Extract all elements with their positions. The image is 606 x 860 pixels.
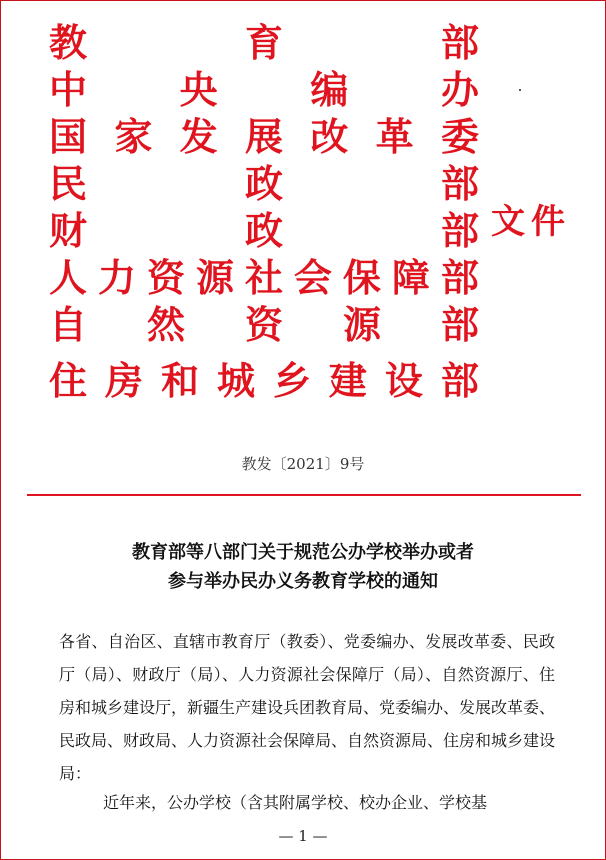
department-char: 改: [310, 114, 349, 159]
department-char: 部: [440, 358, 479, 403]
department-char: 资: [146, 255, 185, 300]
body-paragraph-start: 近年来，公办学校（含其附属学校、校办企业、学校基: [103, 793, 488, 812]
department-char: 部: [440, 161, 479, 206]
department-char: 央: [179, 67, 218, 112]
department-char: 障: [391, 255, 430, 300]
department-char: 家: [114, 114, 153, 159]
department-char: 部: [440, 20, 479, 65]
department-char: 教: [49, 20, 88, 65]
department-char: 国: [49, 114, 88, 159]
department-row-4: [49, 162, 479, 206]
department-char: 住: [49, 358, 88, 403]
document-suffix: 文件: [491, 202, 571, 242]
department-char: 建: [328, 358, 367, 403]
department-row-1: [49, 21, 479, 65]
department-char: 编: [310, 67, 349, 112]
department-char: 乡: [272, 358, 311, 403]
department-char: 会: [293, 255, 332, 300]
department-char: 社: [244, 255, 283, 300]
department-char: 委: [440, 114, 479, 159]
department-char: 革: [375, 114, 414, 159]
department-char: 房: [104, 358, 143, 403]
department-char: 部: [440, 255, 479, 300]
department-char: 财: [49, 208, 88, 253]
notice-title-line-2: 参与举办民办义务教育学校的通知: [168, 571, 438, 592]
department-char: 城: [216, 358, 255, 403]
department-char: 展: [244, 114, 283, 159]
department-row-5: [49, 209, 479, 253]
department-char: 部: [440, 208, 479, 253]
department-char: 民: [49, 161, 88, 206]
department-row-7: [49, 303, 479, 347]
department-char: 资: [244, 302, 283, 347]
department-char: 然: [146, 302, 185, 347]
department-char: 育: [244, 20, 283, 65]
page-number: — 1 —: [278, 827, 328, 845]
department-char: 政: [244, 161, 283, 206]
department-char: 和: [160, 358, 199, 403]
recipients-paragraph: 各省、自治区、直辖市教育厅（教委）、党委编办、发展改革委、民政厅（局）、财政厅（局）、人力资源社会保障厅（局）、自然资源厅、住房和城乡建设厅，新疆生产建设兵团教育局、党委编办、发展改革委、民政局、财政局、人力资源社会保障局、自然资源局、住房和城乡建设局：: [59, 632, 556, 783]
department-char: 保: [342, 255, 381, 300]
department-row-6: [49, 256, 479, 300]
department-char: 中: [49, 67, 88, 112]
department-char: 办: [440, 67, 479, 112]
department-char: 力: [97, 255, 136, 300]
department-row-3: [49, 115, 479, 159]
department-char: 源: [342, 302, 381, 347]
department-row-2: [49, 68, 479, 112]
document-number: 教发〔2021〕9号: [241, 455, 365, 473]
department-row-8: [49, 359, 479, 403]
speck-mark: [519, 89, 521, 91]
department-char: 政: [244, 208, 283, 253]
department-char: 源: [195, 255, 234, 300]
red-divider: [27, 494, 581, 496]
notice-title-line-1: 教育部等八部门关于规范公办学校举办或者: [132, 542, 474, 563]
department-char: 自: [49, 302, 88, 347]
department-char: 人: [49, 255, 88, 300]
department-char: 部: [440, 302, 479, 347]
department-char: 发: [179, 114, 218, 159]
department-char: 设: [384, 358, 423, 403]
